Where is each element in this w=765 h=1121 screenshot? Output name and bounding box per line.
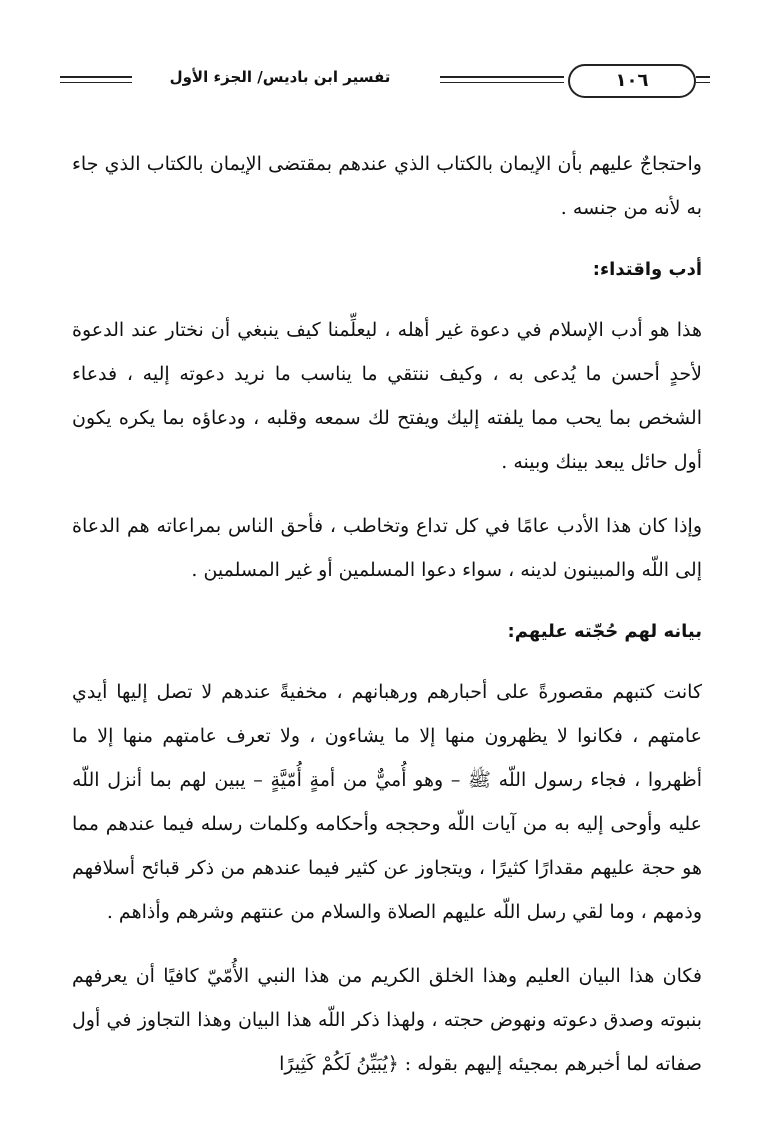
page-body (72, 142, 702, 1106)
section-heading-etiquette: أدب واقتداء: (592, 259, 702, 280)
header-rule-right-top (696, 76, 710, 78)
page-header (60, 62, 710, 106)
paragraph-4: كانت كتبهم مقصورةً على أحبارهم ورهبانهم ، مخفيةً عندهم لا تصل إليها أيدي عامتهم ، فكانوا لا يظهرون منها إلا ما يشاءون ، ولا تعرف عامتهم منها إلا ما أظهروا ، فجاء رسول اللّه ﷺ – وهو أُميٌّ من أمةٍ أُمّيَّةٍ – يبين لهم بما أنزل اللّه عليه وأوحى إليه به من آيات اللّه وحججه وأحكامه وكلمات رسله فيما عندهم مما هو حجة عليهم مقدارًا كثيرًا ، ويتجاوز عن كثير فيما عندهم من ذكر قبائح أسلافهم وذمهم ، وما لقي رسل اللّه عليهم الصلاة والسلام من عنتهم وشرهم وأذاهم . (72, 681, 702, 923)
header-rule-middle-top (440, 76, 564, 78)
header-rule-left-bottom (60, 82, 132, 83)
section-heading-proof: بيانه لهم حُجّته عليهم: (507, 621, 702, 642)
running-title: تفسير ابن باديس/ الجزء الأول (169, 68, 391, 86)
paragraph-5: فكان هذا البيان العليم وهذا الخلق الكريم من هذا النبي الأُمّيّ كافيًا أن يعرفهم بنبوته وصدق دعوته ونهوض حجته ، ولهذا ذكر اللّه هذا البيان وهذا التجاوز في أول صفاته لما أخبرهم بمجيئه إليهم بقوله : ﴿يُبَيِّنُ لَكُمْ كَثِيرًا (72, 965, 702, 1075)
header-rule-middle-bottom (440, 82, 564, 83)
paragraph-3: وإذا كان هذا الأدب عامًا في كل تداع وتخاطب ، فأحق الناس بمراعاته هم الدعاة إلى اللّه والمبينون لدينه ، سواء دعوا المسلمين أو غير المسلمين . (72, 515, 703, 581)
header-rule-right-bottom (696, 82, 710, 83)
page-number: ١٠٦ (568, 64, 696, 98)
header-rule-left-top (60, 76, 132, 78)
paragraph-1: واحتجاجٌ عليهم بأن الإيمان بالكتاب الذي عندهم بمقتضى الإيمان بالكتاب الذي جاء به لأنه من جنسه . (72, 153, 702, 219)
paragraph-2: هذا هو أدب الإسلام في دعوة غير أهله ، ليعلِّمنا كيف ينبغي أن نختار عند الدعوة لأحدٍ أحسن ما يُدعى به ، وكيف ننتقي ما يناسب ما نريد دعوته إليه ، فدعاء الشخص بما يحب مما يلفته إليك ويفتح لك سمعه وقلبه ، ودعاؤه بما يكره يكون أول حائل يبعد بينك وبينه . (72, 319, 702, 473)
